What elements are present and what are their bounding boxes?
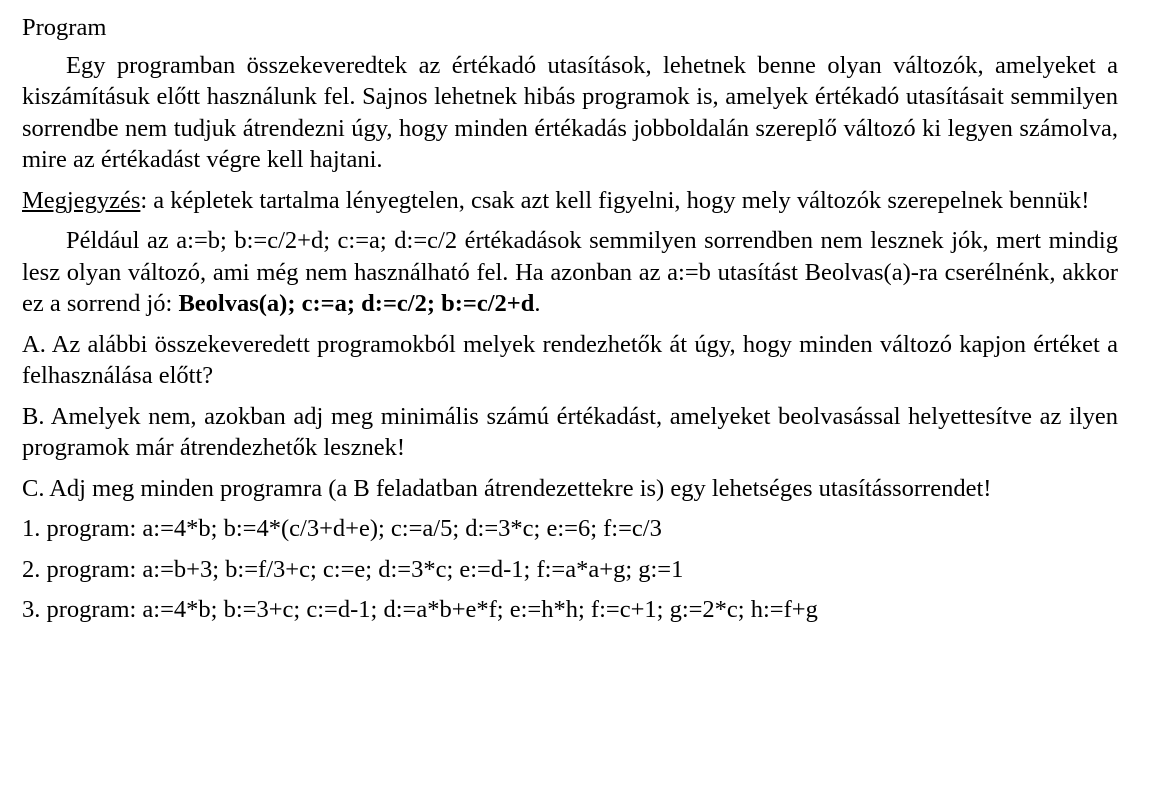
program-2: 2. program: a:=b+3; b:=f/3+c; c:=e; d:=3*c; e:=d-1; f:=a*a+g; g:=1 bbox=[22, 555, 684, 583]
program-3: 3. program: a:=4*b; b:=3+c; c:=d-1; d:=a*b+e*f; e:=h*h; f:=c+1; g:=2*c; h:=f+g bbox=[22, 596, 818, 623]
task-b: B. Amelyek nem, azokban adj meg minimális számú értékadást, amelyeket beolvasással helyettesítve az ilyen programok már átrendezhetők lesznek! bbox=[22, 402, 1118, 461]
example-bold-order: Beolvas(a); c:=a; d:=c/2; b:=c/2+d bbox=[178, 290, 535, 317]
intro-paragraph: Egy programban összekeveredtek az értékadó utasítások, lehetnek benne olyan változók, amelyeket a kiszámításuk előtt használunk fel. Sajnos lehetnek hibás programok is, amelyek értékadó utasításait semmilyen sorrendbe nem tudjuk átrendezni úgy, hogy minden értékadás jobboldalán szereplő változó ki legyen számolva, mire az értékadást végre kell hajtani. bbox=[22, 51, 1118, 173]
task-a: A. Az alábbi összekeveredett programokból melyek rendezhetők át úgy, hogy minden változó kapjon értéket a felhasználása előtt? bbox=[22, 330, 1118, 389]
note-label: Megjegyzés bbox=[22, 186, 141, 214]
example-paragraph bbox=[22, 225, 1118, 320]
example-text: Például az a:=b; b:=c/2+d; c:=a; d:=c/2 értékadások semmilyen sorrendben nem lesznek jók, mert mindig lesz olyan változó, ami még nem használható fel. Ha azonban az a:=b utasítást Beolvas(a)-ra cserélnénk, akkor ez a sorrend jó: bbox=[22, 227, 1118, 317]
program-1: 1. program: a:=4*b; b:=4*(c/3+d+e); c:=a/5; d:=3*c; e:=6; f:=c/3 bbox=[22, 515, 662, 542]
document-page bbox=[22, 12, 1118, 635]
note-text: : a képletek tartalma lényegtelen, csak azt kell figyelni, hogy mely változók szerepelnek bennük! bbox=[140, 186, 1090, 214]
task-c: C. Adj meg minden programra (a B feladatban átrendezettekre is) egy lehetséges utasítássorrendet! bbox=[22, 474, 992, 502]
example-end: . bbox=[534, 290, 541, 317]
note-paragraph bbox=[22, 185, 1118, 217]
document-title: Program bbox=[22, 14, 107, 41]
